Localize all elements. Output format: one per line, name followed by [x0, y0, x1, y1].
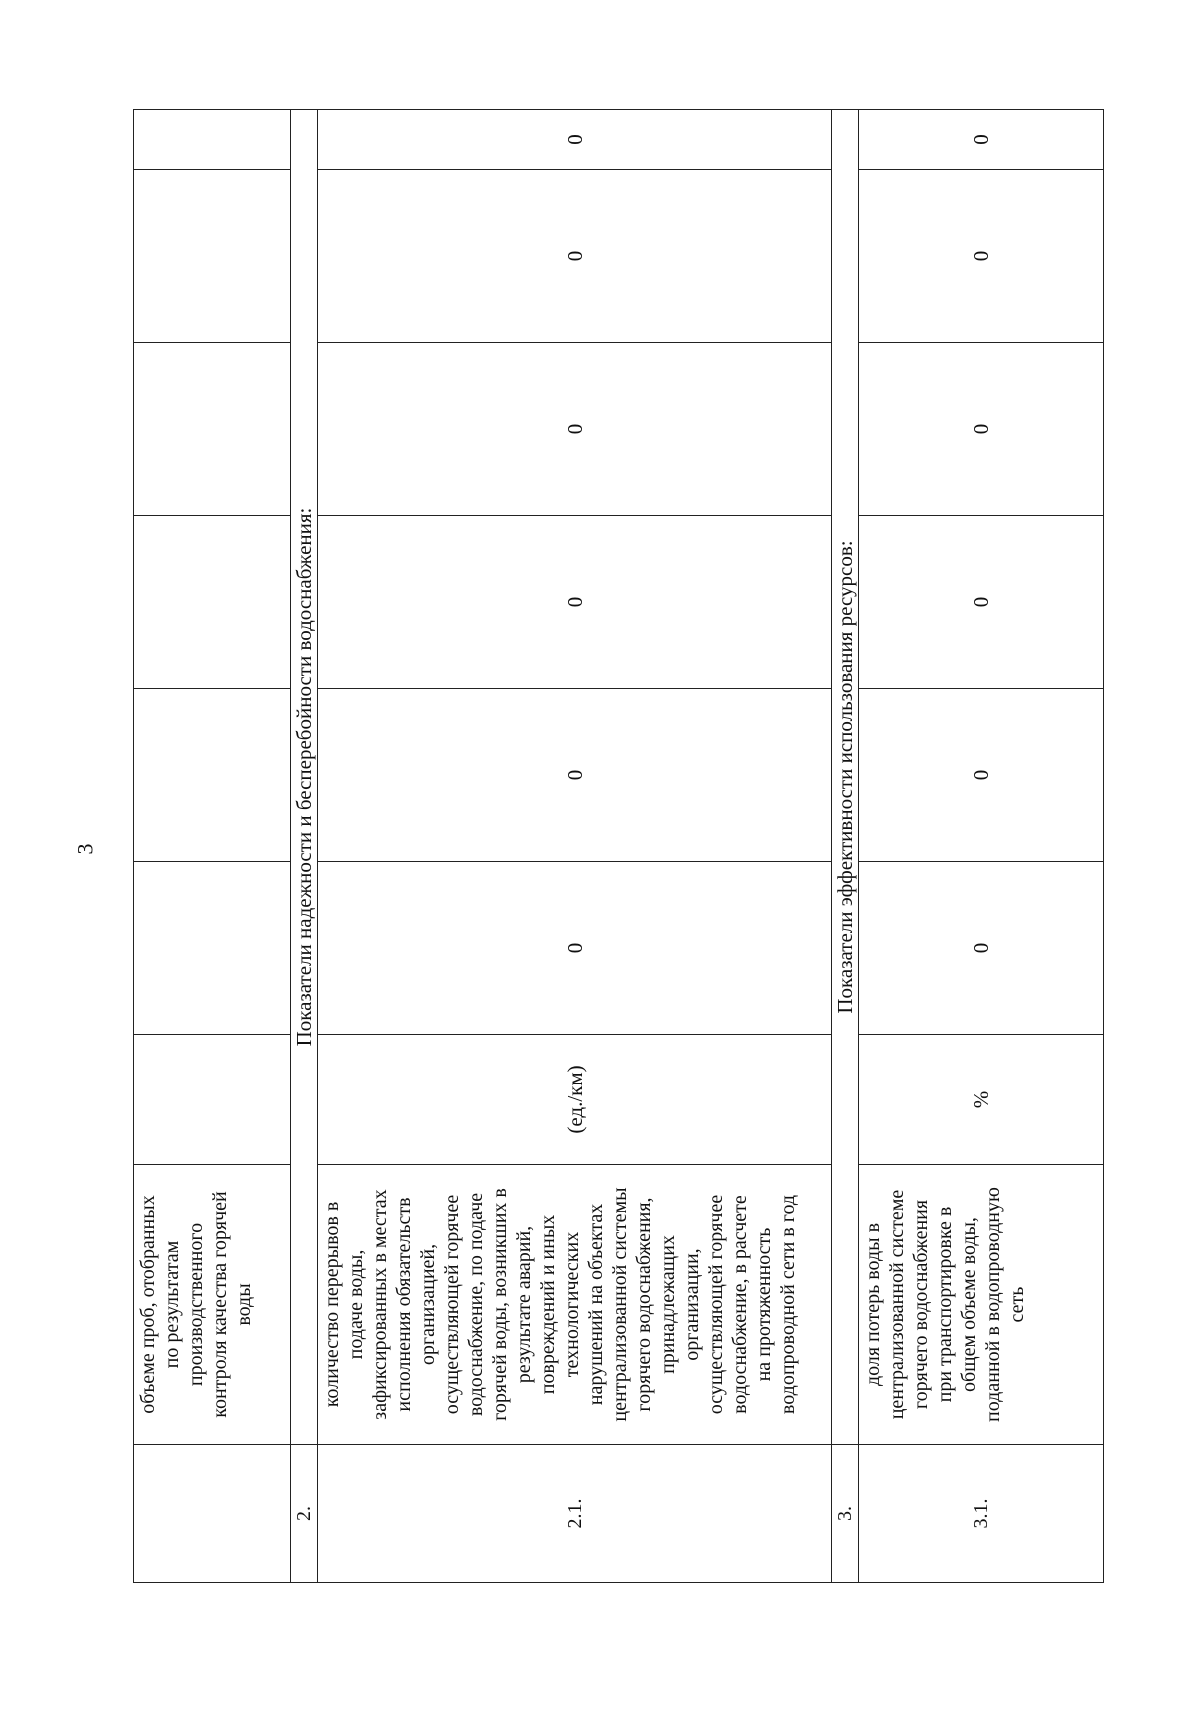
- indicator-name-line: подаче воды,: [345, 1249, 367, 1360]
- indicator-name-line: централизованной системе: [886, 1189, 908, 1420]
- indicator-name-line: воды: [233, 1283, 255, 1326]
- indicator-name-line: зафиксированных в местах: [369, 1189, 391, 1420]
- value-cell: [134, 170, 291, 343]
- unit-cell: %: [859, 1035, 1104, 1165]
- indicator-name-line: технологических: [561, 1231, 583, 1378]
- value-cell: [134, 343, 291, 516]
- indicator-name-line: количество перерывов в: [321, 1201, 343, 1408]
- value-cell: [134, 110, 291, 170]
- indicator-name-line: осуществляющей горячее: [441, 1194, 463, 1415]
- indicator-name-line: осуществляющей горячее: [705, 1194, 727, 1415]
- value-cell: 0: [859, 343, 1104, 516]
- indicator-name-line: доля потерь воды в: [862, 1222, 884, 1387]
- value-cell: 0: [859, 689, 1104, 862]
- indicator-name-line: поданной в водопроводную: [982, 1187, 1004, 1422]
- indicator-name-line: централизованной системы: [609, 1187, 631, 1422]
- page-number: 3: [72, 843, 98, 855]
- section-title: Показатели эффективности использования ресурсов:: [832, 110, 859, 1445]
- table-body: [134, 110, 1104, 1583]
- table-stage: [133, 110, 1103, 1583]
- value-cell: 0: [318, 110, 832, 170]
- indicator-name-line: по результатам: [161, 1240, 183, 1369]
- value-cell: 0: [859, 110, 1104, 170]
- indicator-name-line: водоснабжение, по подаче: [465, 1192, 487, 1417]
- indicator-name-line: контроля качества горячей: [209, 1191, 231, 1418]
- value-cell: 0: [859, 170, 1104, 343]
- indicator-name-line: производственного: [185, 1222, 207, 1387]
- indicator-name-line: организацией,: [417, 1243, 439, 1366]
- value-cell: 0: [318, 862, 832, 1035]
- rotated-table-wrapper: [133, 110, 1103, 1583]
- indicator-name-line: повреждений и иных: [537, 1214, 559, 1395]
- value-cell: 0: [859, 516, 1104, 689]
- indicators-table: [133, 109, 1104, 1583]
- row-number: [134, 1445, 291, 1583]
- indicator-name-line: сеть: [1006, 1286, 1028, 1323]
- value-cell: 0: [859, 862, 1104, 1035]
- unit-cell: (ед./км): [318, 1035, 832, 1165]
- table-row: [318, 110, 832, 1583]
- indicator-name-line: принадлежащих: [657, 1235, 679, 1374]
- value-cell: [134, 862, 291, 1035]
- value-cell: 0: [318, 516, 832, 689]
- value-cell: [134, 516, 291, 689]
- indicator-name-line: горячей воды, возникших в: [489, 1188, 511, 1421]
- section-title: Показатели надежности и бесперебойности водоснабжения:: [291, 110, 318, 1445]
- table-row: [134, 110, 291, 1583]
- unit-cell: [134, 1035, 291, 1165]
- indicator-name-line: нарушений на объектах: [585, 1203, 607, 1406]
- indicator-name: [859, 1165, 1104, 1445]
- row-number: 2.1.: [318, 1445, 832, 1583]
- table-row: [859, 110, 1104, 1583]
- section-row: [291, 110, 318, 1583]
- indicator-name-line: водопроводной сети в год: [777, 1194, 799, 1415]
- indicator-name-line: при транспортировке в: [934, 1206, 956, 1403]
- indicator-name: [134, 1165, 291, 1445]
- value-cell: 0: [318, 170, 832, 343]
- indicator-name-line: организации,: [681, 1248, 703, 1361]
- value-cell: [134, 689, 291, 862]
- indicator-name-line: на протяженность: [753, 1227, 775, 1382]
- indicator-name-line: горячего водоснабжения: [910, 1199, 932, 1410]
- indicator-name-line: результате аварий,: [513, 1225, 535, 1384]
- indicator-name-line: общем объеме воды,: [958, 1217, 980, 1392]
- indicator-name: [318, 1165, 832, 1445]
- value-cell: 0: [318, 689, 832, 862]
- indicator-name-line: объеме проб, отобранных: [137, 1195, 159, 1414]
- indicator-name-line: водоснабжение, в расчете: [729, 1195, 751, 1414]
- section-row: [832, 110, 859, 1583]
- indicator-name-line: горячего водоснабжения,: [633, 1197, 655, 1412]
- value-cell: 0: [318, 343, 832, 516]
- row-number: 3.: [832, 1445, 859, 1583]
- row-number: 3.1.: [859, 1445, 1104, 1583]
- row-number: 2.: [291, 1445, 318, 1583]
- indicator-name-line: исполнения обязательств: [393, 1197, 415, 1412]
